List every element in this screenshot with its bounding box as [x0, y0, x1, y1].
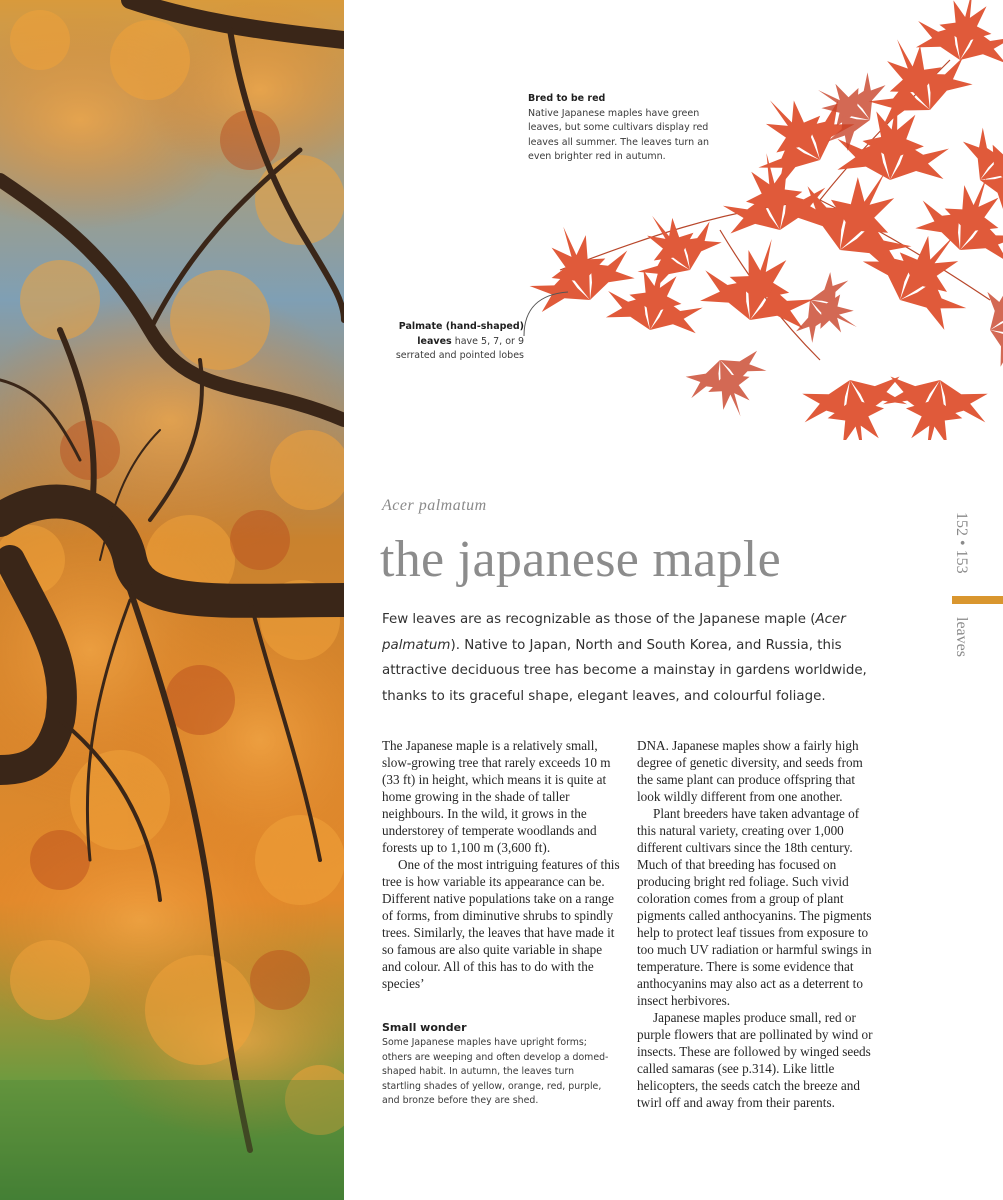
body-paragraph: One of the most intriguing features of this tree is how variable its appearance can be. Different native populations take on a range of forms, from diminutive shrubs to spindly trees. Similarly, the leaves that have made it so famous are also quite variable in shape and colour. All of this has to do with the species’	[382, 857, 620, 991]
intro-part-2: ). Native to Japan, North and South Korea, and Russia, this attractive deciduous tree has become a mainstay in gardens worldwide, thanks to its graceful shape, elegant leaves, and colourful foliage.	[382, 637, 867, 704]
body-column-right	[637, 737, 875, 1111]
caption-bred-to-be-red	[528, 92, 718, 165]
callout-line	[520, 288, 580, 338]
body-column-left	[382, 737, 620, 992]
section-name: leaves	[953, 617, 970, 657]
body-paragraph: Japanese maples produce small, red or purple flowers that are pollinated by wind or insects. These are followed by winged seeds called samaras (see p.314). Like little helicopters, the seeds catch the breeze and twirl off and away from their parents.	[637, 1010, 873, 1110]
caption-palmate-text: have 5, 7, or 9 serrated and pointed lobes	[395, 335, 524, 361]
species-name: Acer palmatum	[382, 497, 487, 514]
caption-palmate-title: Palmate (hand-shaped) leaves	[398, 321, 524, 347]
intro-paragraph	[382, 607, 872, 709]
small-wonder-text: Some Japanese maples have upright forms; others are weeping and often develop a domed-shaped habit. In autumn, the leaves turn startling shades of yellow, orange, red, purple, and bronze before they are shed.	[382, 1037, 609, 1106]
small-wonder-heading: Small wonder	[382, 1021, 467, 1034]
maple-tree-photo	[0, 0, 344, 1200]
body-paragraph: The Japanese maple is a relatively small, slow-growing tree that rarely exceeds 10 m (33 ft) in height, which means it is quite at home growing in the shade of taller neighbours. In the wild, it grows in the understorey of temperate woodlands and forests up to 1,100 m (3,600 ft).	[382, 738, 611, 855]
body-paragraph: DNA. Japanese maples show a fairly high degree of genetic diversity, and seeds from the same plant can produce offspring that look wildly different from one another.	[637, 738, 863, 804]
intro-part-1: Few leaves are as recognizable as those of the Japanese maple (	[382, 612, 816, 627]
caption-palmate-leaves	[392, 320, 524, 364]
caption-bred-text: Native Japanese maples have green leaves, but some cultivars display red leaves all summer. The leaves turn an even brighter red in autumn.	[528, 107, 710, 162]
small-wonder-box	[382, 1021, 612, 1109]
body-paragraph: Plant breeders have taken advantage of this natural variety, creating over 1,000 different cultivars since the 18th century. Much of that breeding has focused on producing bright red foliage. Such vivid coloration comes from a group of plant pigments called anthocyanins. The pigments help to protect leaf tissues from exposure to too much UV radiation or harmful swings in temperature. There is some evidence that anthocyanins may also act as a deterrent to insect herbivores.	[637, 806, 872, 1008]
page-numbers: 152 • 153	[953, 512, 970, 574]
page-title: the japanese maple	[380, 531, 781, 588]
red-maple-leaves-image	[520, 0, 1003, 440]
intro-italic: Acer palmatum	[382, 612, 846, 653]
section-marker-bar	[952, 596, 1003, 604]
caption-bred-title: Bred to be red	[528, 93, 606, 104]
